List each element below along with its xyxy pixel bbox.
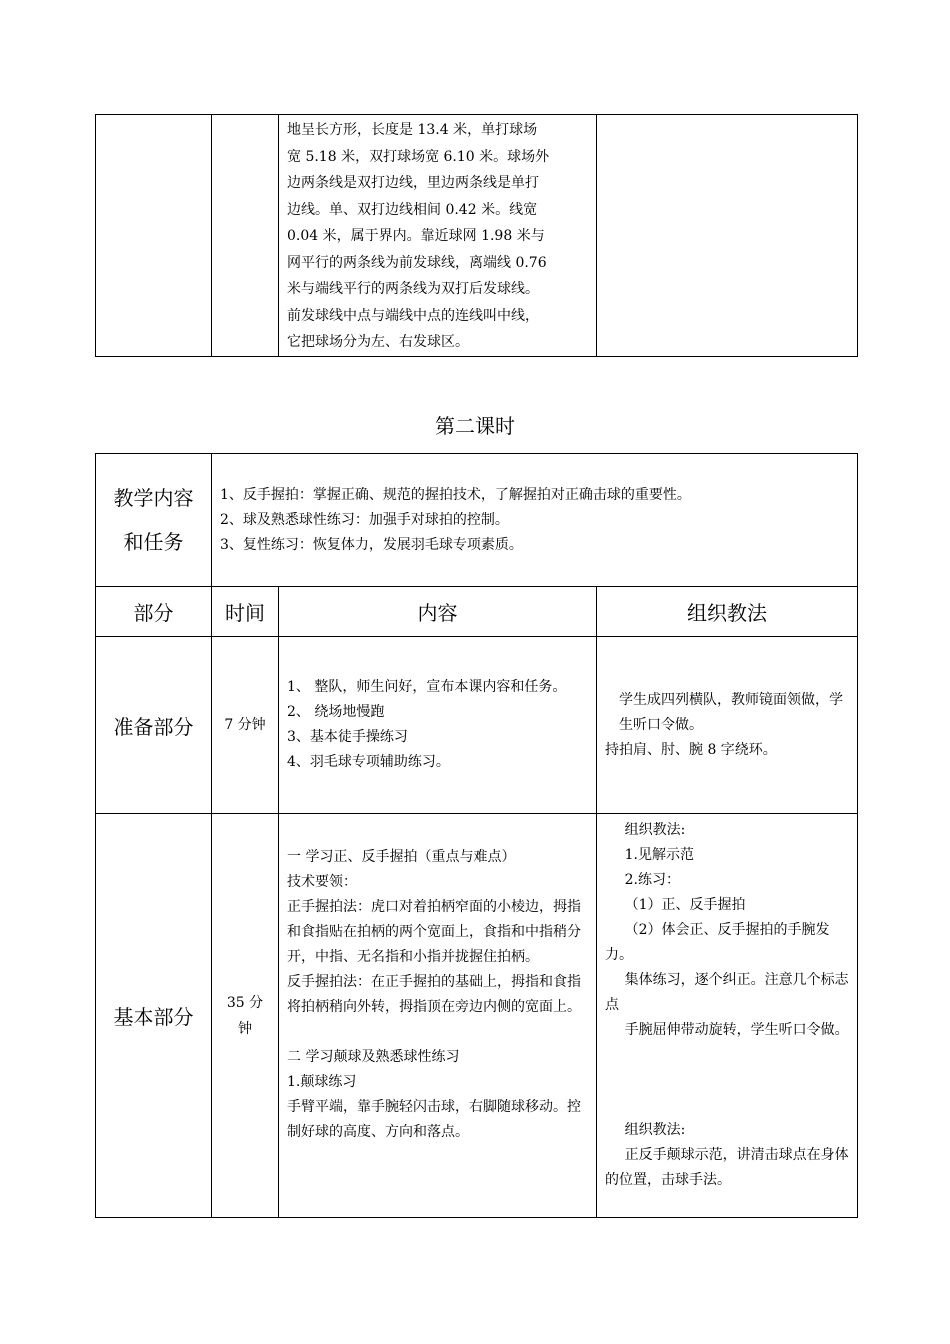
header-content: 内容 [279,587,597,637]
prep-part: 准备部分 [96,637,212,814]
basic-method [597,814,858,1218]
cell-time [212,115,279,357]
text-line: 边线。单、双打边线相间 0.42 米。线宽 [287,201,538,218]
text-line: 边两条线是双打边线，里边两条线是单打 [287,175,539,191]
court-description [279,115,597,357]
content-line: 技术要领： [287,874,357,890]
method-line: 手腕屈伸带动旋转，学生听口令做。 [624,1022,849,1038]
list-item: 3、复性练习：恢复体力，发展羽毛球专项素质。 [220,536,523,553]
header-row [96,587,858,637]
time-line: 钟 [238,1020,252,1037]
list-item: 1、反手握拍：掌握正确、规范的握拍技术，了解握拍对正确击球的重要性。 [220,486,691,503]
method-line: 1.见解示范 [624,847,694,863]
basic-time [212,814,279,1218]
tasks-label-line: 和任务 [123,530,184,554]
lesson-table [95,453,858,1218]
content-line: 1.颠球练习 [287,1074,357,1090]
method-line: （1）正、反手握拍 [624,897,746,913]
prep-method [597,637,858,814]
text-line: 网平行的两条线为前发球线，离端线 0.76 [287,254,547,271]
method-line: 组织教法: [624,1122,686,1138]
text-line: 前发球线中点与端线中点的连线叫中线， [287,307,539,324]
text-line: 地呈长方形，长度是 13.4 米，单打球场 [287,122,538,138]
tasks-label-line: 教学内容 [113,486,194,510]
table-row [96,454,858,587]
text-line: 米与端线平行的两条线为双打后发球线。 [287,281,539,297]
cell-part [96,115,212,357]
table-row [96,814,858,1218]
list-item: 3、基本徒手操练习 [287,729,408,745]
tasks-list [212,454,858,587]
method-line: 集体练习，逐个纠正。注意几个标志点 [605,972,849,1013]
text-line: 宽 5.18 米，双打球场宽 6.10 米。球场外 [287,148,550,165]
method-line: 持拍肩、肘、腕 8 字绕环。 [605,741,777,758]
list-item: 1、 整队，师生问好，宣布本课内容和任务。 [287,679,567,695]
header-method: 组织教法 [597,587,858,637]
prep-time: 7 分钟 [212,637,279,814]
list-item: 4、羽毛球专项辅助练习。 [287,754,450,770]
text-line: 它把球场分为左、右发球区。 [287,334,469,350]
basic-content [279,814,597,1218]
time-line: 35 分 [226,994,264,1011]
method-line: 正反手颠球示范，讲清击球点在身体的位置，击球手法。 [605,1147,849,1188]
method-line: （2）体会正、反手握拍的手腕发力。 [605,922,830,963]
text-line: 0.04 米，属于界内。靠近球网 1.98 米与 [287,228,545,244]
content-line: 二 学习颠球及熟悉球性练习 [287,1049,460,1065]
basic-part: 基本部分 [96,814,212,1218]
header-time: 时间 [212,587,279,637]
section-title: 第二课时 [435,414,515,438]
method-line: 学生成四列横队，教师镜面领做，学生听口令做。 [619,691,843,733]
tasks-label [96,454,212,587]
content-line: 手臂平端，靠手腕轻闪击球，右脚随球移动。控制好球的高度、方向和落点。 [287,1099,581,1140]
table-row [96,637,858,814]
prep-content [279,637,597,814]
content-line: 反手握拍法：在正手握拍的基础上，拇指和食指将拍柄稍向外转，拇指顶在旁边内侧的宽面上。 [287,974,581,1015]
method-line: 2.练习： [624,872,680,888]
list-item: 2、球及熟悉球性练习：加强手对球拍的控制。 [220,511,509,528]
header-part: 部分 [96,587,212,637]
list-item: 2、 绕场地慢跑 [287,704,385,720]
table-row [96,115,858,357]
cell-method [597,115,858,357]
method-line: 组织教法: [624,822,686,838]
continuation-table [95,114,858,357]
content-line: 一 学习正、反手握拍（重点与难点） [287,849,516,865]
content-line: 正手握拍法：虎口对着拍柄窄面的小棱边，拇指和食指贴在拍柄的两个宽面上，食指和中指稍分开，中指、无名指和小指并拢握住拍柄。 [287,899,581,965]
